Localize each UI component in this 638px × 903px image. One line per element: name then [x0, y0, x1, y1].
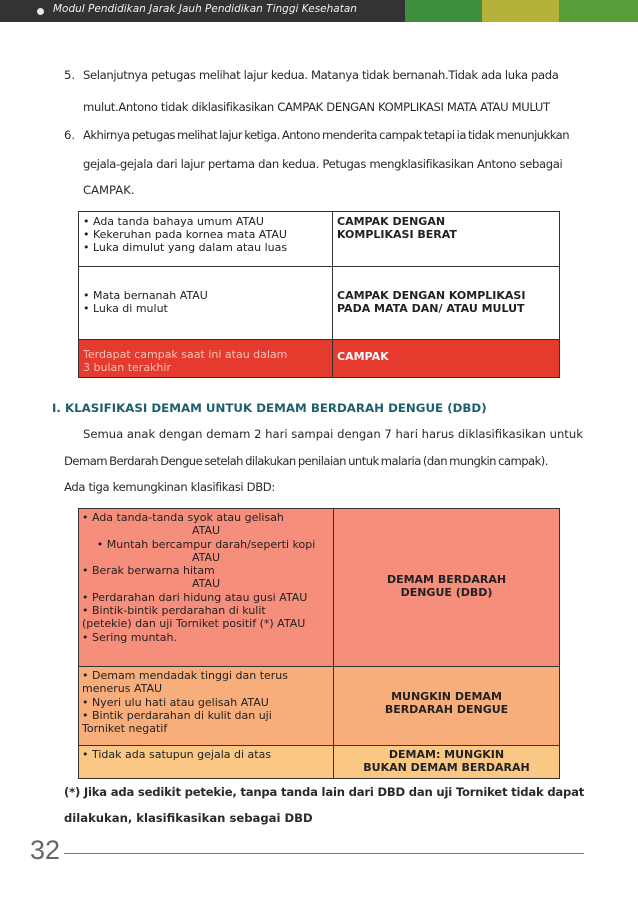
table-cell-classification — [333, 212, 559, 267]
sign-item: • Nyeri ulu hati atau gelisah ATAU — [82, 695, 269, 709]
table-cell-signs — [79, 267, 333, 340]
classification-line: MUNGKIN DEMAM — [391, 690, 502, 703]
sign-item: • Luka dimulut yang dalam atau luas — [83, 241, 288, 254]
sign-item: • Ada tanda bahaya umum ATAU — [83, 215, 264, 228]
table-cell-signs — [79, 340, 333, 377]
table-cell-signs — [79, 509, 334, 667]
classification-line: DEMAM: MUNGKIN — [388, 748, 505, 761]
sign-item: Terdapat campak saat ini atau dalam — [83, 348, 288, 361]
classification-line: DEMAM BERDARAH — [386, 573, 507, 586]
classification-line: PADA MATA DAN/ ATAU MULUT — [337, 302, 525, 315]
table-cell-classification — [334, 746, 559, 778]
sign-connector: ATAU — [191, 524, 221, 538]
classification-line: DENGUE (DBD) — [400, 586, 493, 600]
sign-item: • Luka di mulut — [83, 302, 168, 315]
paragraph-line: Demam Berdarah Dengue setelah dilakukan penilaian untuk malaria (dan mungkin campak). — [64, 454, 548, 468]
classification-line: CAMPAK — [337, 350, 389, 363]
table-cell-classification — [333, 267, 559, 340]
section-heading: I. KLASIFIKASI DEMAM UNTUK DEMAM BERDARAH DENGUE (DBD) — [52, 401, 487, 415]
sign-item: • Kekeruhan pada kornea mata ATAU — [83, 228, 287, 241]
header-title: Modul Pendidikan Jarak Jauh Pendidikan Tinggi Kesehatan — [53, 3, 357, 15]
step-number: 5. — [64, 68, 76, 82]
footer-rule — [64, 853, 584, 854]
sign-item: • Bintik-bintik perdarahan di kulit — [82, 604, 266, 618]
sign-item: • Mata bernanah ATAU — [83, 289, 208, 302]
paragraph-line: Ada tiga kemungkinan klasifikasi DBD: — [64, 480, 275, 494]
sign-item: • Muntah bercampur darah/seperti kopi — [96, 537, 316, 551]
paragraph-line: Semua anak dengan demam 2 hari sampai dengan 7 hari harus diklasifikasikan untuk — [83, 427, 583, 441]
sign-item: menerus ATAU — [82, 682, 163, 696]
classification-line: BERDARAH DENGUE — [384, 703, 509, 717]
header-band — [0, 0, 638, 22]
classification-line: CAMPAK DENGAN KOMPLIKASI — [337, 289, 526, 302]
step-line: Selanjutnya petugas melihat lajur kedua. Matanya tidak bernanah.Tidak ada luka pada — [83, 68, 559, 82]
table-cell-classification — [333, 340, 559, 377]
sign-item: • Tidak ada satupun gejala di atas — [82, 748, 272, 761]
sign-connector: ATAU — [191, 577, 221, 591]
table-cell-classification — [334, 509, 559, 667]
sign-connector: ATAU — [191, 550, 221, 564]
step-line: Akhirnya petugas melihat lajur ketiga. Antono menderita campak tetapi ia tidak menunjukkan — [83, 128, 570, 142]
campak-classification-table — [78, 211, 560, 378]
classification-line: KOMPLIKASI BERAT — [337, 228, 457, 241]
classification-line: CAMPAK DENGAN — [337, 215, 446, 228]
footnote-line: (*) Jika ada sedikit petekie, tanpa tanda lain dari DBD dan uji Torniket tidak dapat — [64, 785, 585, 799]
dbd-classification-table — [78, 508, 560, 779]
header-olive-block — [482, 0, 559, 22]
table-cell-signs — [79, 746, 334, 778]
step-line: mulut.Antono tidak diklasifikasikan CAMPAK DENGAN KOMPLIKASI MATA ATAU MULUT — [83, 100, 550, 114]
step-line: CAMPAK. — [83, 183, 135, 197]
step-number: 6. — [64, 128, 76, 142]
sign-item: • Demam mendadak tinggi dan terus — [82, 669, 289, 682]
sign-item: (petekie) dan uji Torniket positif (*) ATAU — [82, 617, 306, 631]
footnote-line: dilakukan, klasifikasikan sebagai DBD — [64, 811, 313, 825]
table-cell-signs — [79, 667, 334, 746]
bullet-dot-icon — [37, 8, 44, 15]
header-green-block-right — [559, 0, 638, 22]
step-line: gejala-gejala dari lajur pertama dan kedua. Petugas mengklasifikasikan Antono sebagai — [83, 157, 563, 171]
sign-item: • Sering muntah. — [82, 630, 177, 644]
sign-item: 3 bulan terakhir — [83, 361, 171, 374]
sign-item: • Ada tanda-tanda syok atau gelisah — [82, 511, 284, 524]
table-cell-classification — [334, 667, 559, 746]
sign-item: • Berak berwarna hitam — [82, 564, 215, 578]
sign-item: • Bintik perdarahan di kulit dan uji — [82, 708, 272, 722]
sign-item: Torniket negatif — [82, 722, 168, 736]
classification-line: BUKAN DEMAM BERDARAH — [363, 761, 530, 775]
sign-item: • Perdarahan dari hidung atau gusi ATAU — [82, 590, 308, 604]
table-cell-signs — [79, 212, 333, 267]
page-number: 32 — [30, 835, 61, 865]
header-green-block — [405, 0, 482, 22]
